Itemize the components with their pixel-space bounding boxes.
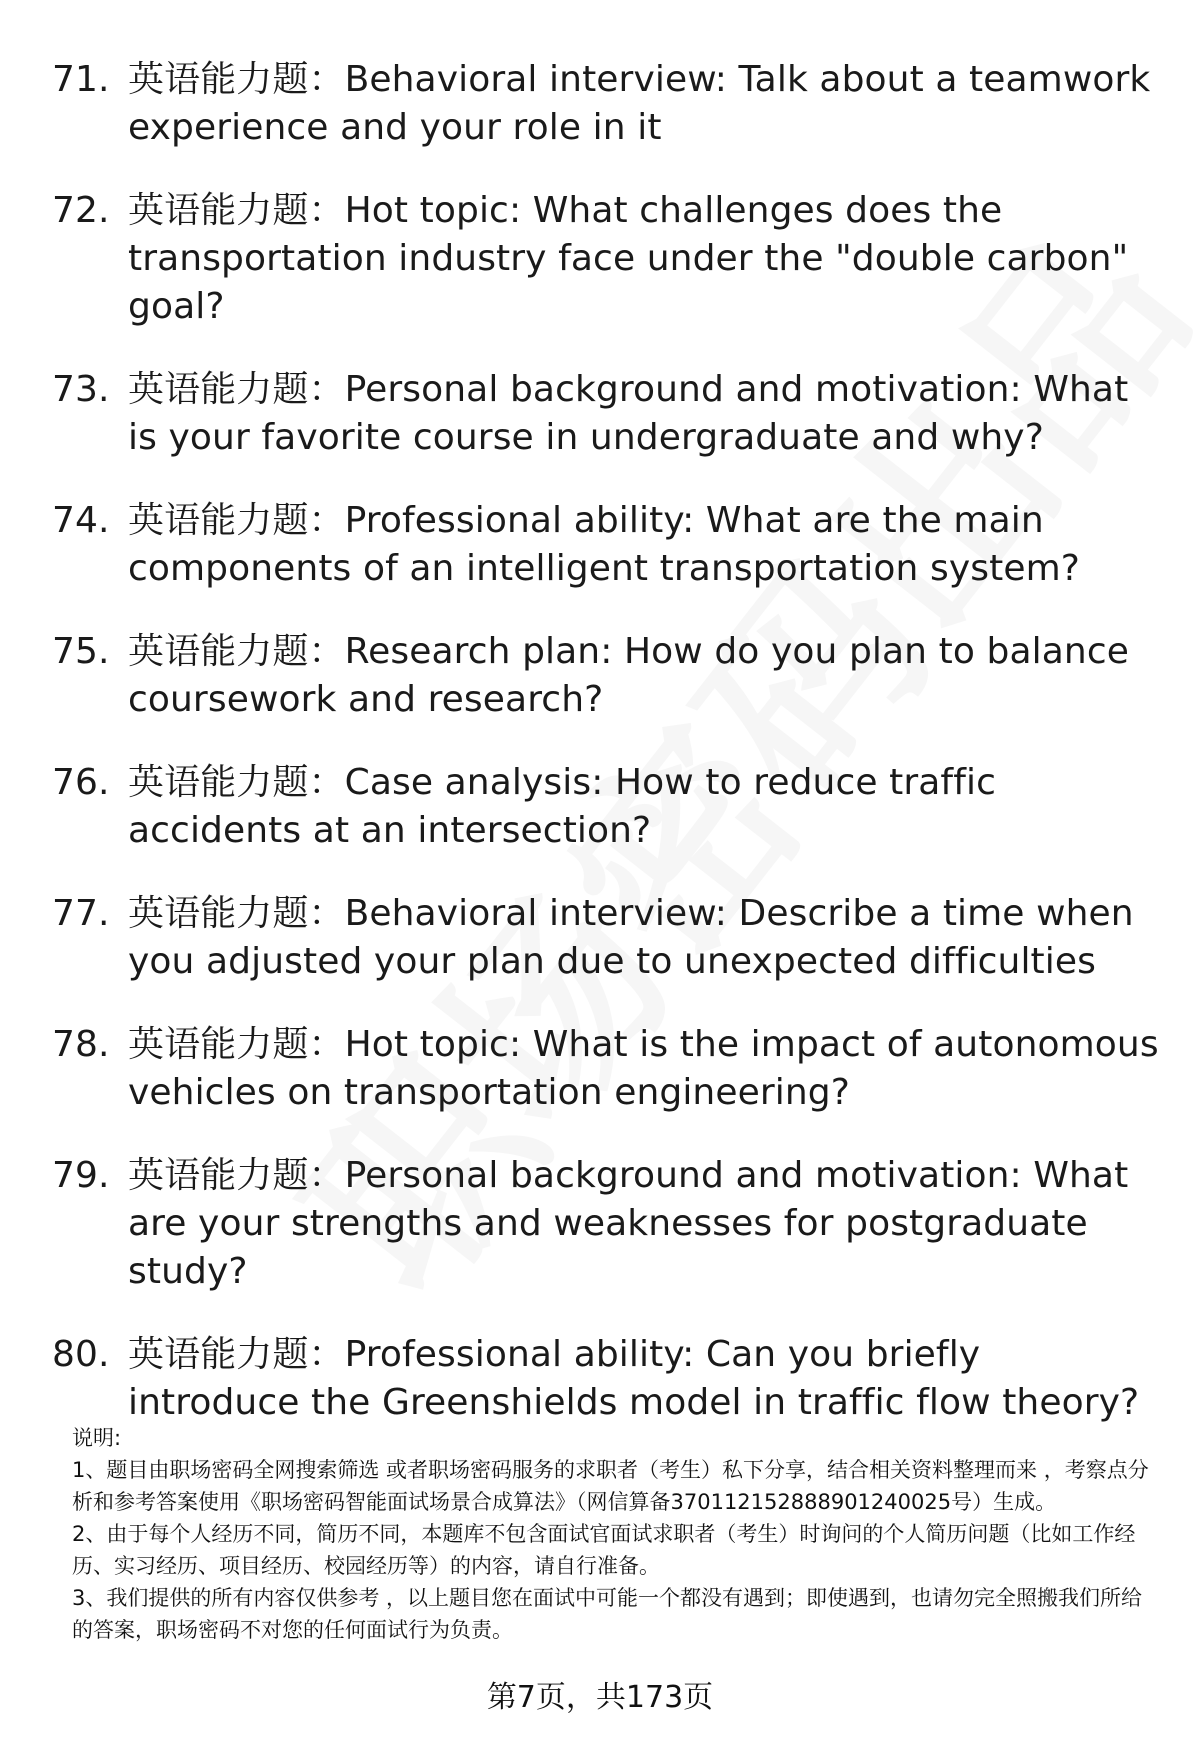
note-item: 3、我们提供的所有内容仅供参考 ，以上题目您在面试中可能一个都没有遇到；即使遇到，也请勿完全照搬我们所给的答案，职场密码不对您的任何面试行为负责。 [72,1586,1143,1642]
question-text: 英语能力题：Research plan: How do you plan to balance coursework and research? [128,631,1129,720]
question-number: 78. [52,1024,110,1065]
question-item [52,759,1162,855]
question-number: 74. [52,500,110,541]
note-item: 2、由于每个人经历不同，简历不同，本题库不包含面试官面试求职者（考生）时询问的个人简历问题（比如工作经历、实习经历、项目经历、校园经历等）的内容，请自行准备。 [72,1522,1136,1578]
question-text: 英语能力题：Behavioral interview: Describe a time when you adjusted your plan due to unexpected difficulties [128,893,1134,982]
question-number: 79. [52,1155,110,1196]
question-item [52,628,1162,724]
question-item [52,1331,1162,1427]
question-item [52,56,1162,152]
question-text: 英语能力题：Hot topic: What challenges does the transportation industry face under the "double carbon" goal? [128,190,1129,327]
question-list [52,56,1162,1462]
question-item [52,1021,1162,1117]
notes-section [72,1422,1152,1646]
question-number: 73. [52,369,110,410]
question-text: 英语能力题：Professional ability: Can you briefly introduce the Greenshields model in traffic flow theory? [128,1334,1140,1423]
note-item: 1、题目由职场密码全网搜索筛选 或者职场密码服务的求职者（考生）私下分享，结合相关资料整理而来 ，考察点分析和参考答案使用《职场密码智能面试场景合成算法》（网信算备370112152888901240025号）生成。 [72,1458,1149,1514]
question-item [52,1152,1162,1296]
page-number: 第7页，共173页 [486,1680,714,1715]
question-text: 英语能力题：Professional ability: What are the main components of an intelligent transportation system? [128,500,1080,589]
question-item [52,366,1162,462]
question-text: 英语能力题：Personal background and motivation: What is your favorite course in undergraduate and why? [128,369,1129,458]
question-number: 72. [52,190,110,231]
question-number: 75. [52,631,110,672]
question-text: 英语能力题：Behavioral interview: Talk about a teamwork experience and your role in it [128,59,1151,148]
question-number: 77. [52,893,110,934]
question-number: 76. [52,762,110,803]
question-number: 71. [52,59,110,100]
question-item [52,890,1162,986]
question-text: 英语能力题：Personal background and motivation: What are your strengths and weaknesses for postgraduate study? [128,1155,1129,1292]
notes-heading: 说明: [72,1426,122,1450]
question-item [52,497,1162,593]
question-number: 80. [52,1334,110,1375]
question-text: 英语能力题：Case analysis: How to reduce traffic accidents at an intersection? [128,762,996,851]
question-text: 英语能力题：Hot topic: What is the impact of autonomous vehicles on transportation engineering? [128,1024,1159,1113]
question-item [52,187,1162,331]
